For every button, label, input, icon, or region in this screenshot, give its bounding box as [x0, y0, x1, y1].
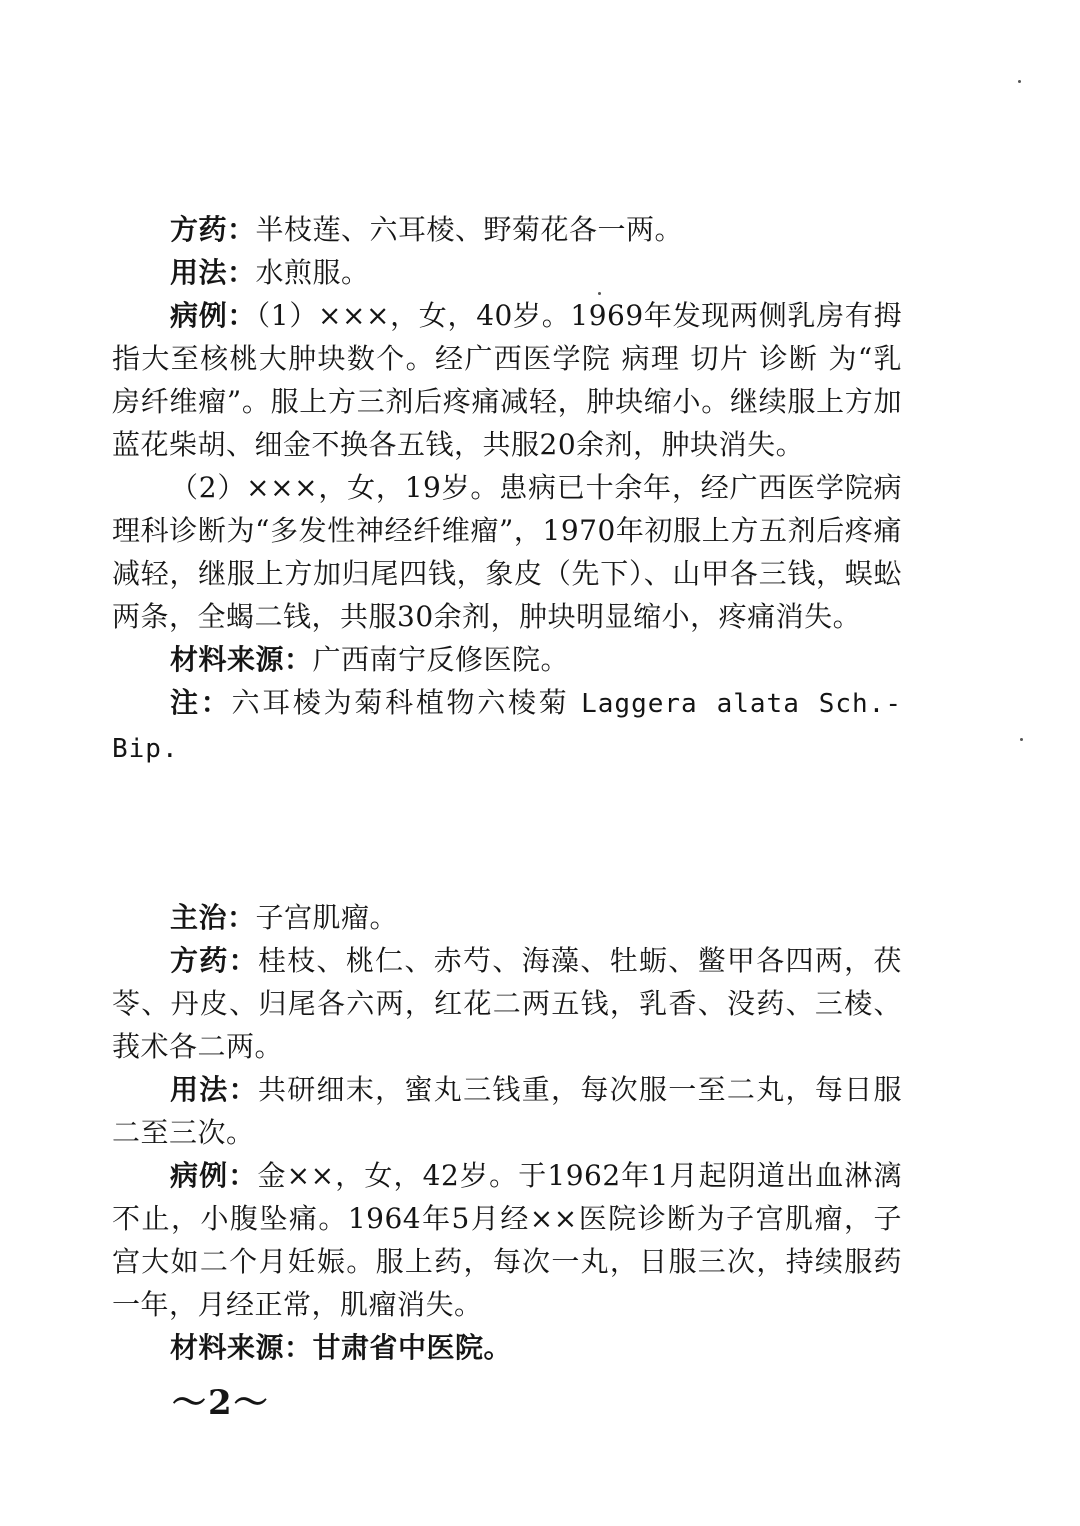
cases-label: 病例： [170, 299, 257, 332]
prescription-2-label: 方药： [170, 944, 258, 977]
note-label: 注： [170, 686, 232, 719]
scan-speck [598, 292, 601, 295]
scan-speck [1018, 80, 1021, 83]
usage-text: 水煎服。 [255, 256, 370, 289]
prescription-label: 方药： [170, 213, 256, 246]
usage-2-label: 用法： [170, 1073, 258, 1106]
section-2 [112, 896, 902, 1369]
source-text: 广西南宁反修医院。 [312, 643, 570, 676]
source-2-text: 甘肃省中医院。 [312, 1331, 513, 1364]
case-2-text: （2）×××，女，19岁。患病已十余年，经广西医学院病理科诊断为“多发性神经纤维瘤”，1970年初服上方五剂后疼痛减轻，继服上方加归尾四钱，象皮（先下）、山甲各三钱，蜈蚣两条，全蝎二钱，共服30余剂，肿块明显缩小，疼痛消失。 [112, 471, 902, 633]
usage-paragraph [112, 251, 902, 294]
indication-text: 子宫肌瘤。 [255, 901, 399, 934]
section-1 [112, 208, 902, 771]
prescription-text: 半枝莲、六耳棱、野菊花各一两。 [255, 213, 684, 246]
indication-paragraph [112, 896, 902, 939]
case-2-paragraph [112, 466, 902, 638]
source-label: 材料来源： [170, 643, 313, 676]
note-paragraph [112, 681, 902, 771]
source-2-label: 材料来源： [170, 1331, 313, 1364]
prescription-paragraph [112, 208, 902, 251]
source-2-paragraph [112, 1326, 902, 1369]
usage-label: 用法： [170, 256, 256, 289]
prescription-2-text: 桂枝、桃仁、赤芍、海藻、牡蛎、鳖甲各四两，茯苓、丹皮、归尾各六两，红花二两五钱，乳香、没药、三棱、莪术各二两。 [112, 944, 902, 1063]
case-1-paragraph [112, 294, 902, 466]
source-paragraph [112, 638, 902, 681]
usage-2-text: 共研细末，蜜丸三钱重，每次服一至二丸，每日服二至三次。 [112, 1073, 902, 1149]
note-text: 六耳棱为菊科植物六棱菊 [231, 686, 570, 719]
case-3-text: 金××，女，42岁。于1962年1月起阴道出血淋漓不止，小腹坠痛。1964年5月经××医院诊断为子宫肌瘤，子宫大如二个月妊娠。服上药，每次一丸，日服三次，持续服药一年，月经正常，肌瘤消失。 [112, 1159, 902, 1321]
case-3-paragraph [112, 1154, 902, 1326]
page-number: ～2～ [172, 1383, 270, 1423]
indication-label: 主治： [170, 901, 256, 934]
usage-2-paragraph [112, 1068, 902, 1154]
note-latin-name: Laggera alata Sch.-Bip. [112, 689, 902, 764]
case-3-label: 病例： [170, 1159, 258, 1192]
case-1-text: （1）×××，女，40岁。1969年发现两侧乳房有拇指大至核桃大肿块数个。经广西医学院 病理 切片 诊断 为“乳房纤维瘤”。服上方三剂后疼痛减轻，肿块缩小。继续服上方加蓝花柴胡、细金不换各五钱，共服20余剂，肿块消失。 [112, 299, 902, 461]
prescription-2-paragraph [112, 939, 902, 1068]
scan-speck [1020, 738, 1023, 741]
